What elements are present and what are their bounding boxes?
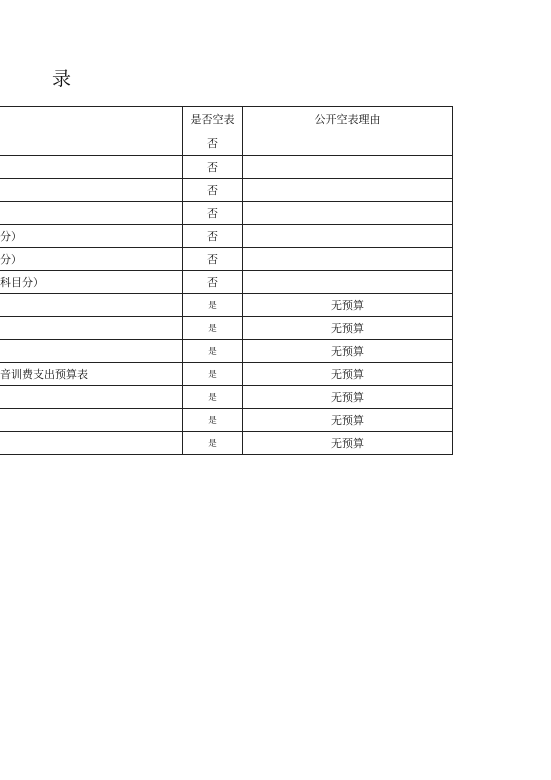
table-row	[0, 431, 452, 454]
row-name: 分）	[0, 225, 183, 247]
row-name	[0, 202, 183, 224]
table-row	[0, 247, 452, 270]
row-is-empty: 否	[183, 131, 243, 155]
row-is-empty: 是	[183, 340, 243, 362]
row-reason	[243, 179, 452, 201]
table-header-row	[0, 107, 452, 131]
table-row	[0, 316, 452, 339]
row-name	[0, 294, 183, 316]
header-name	[0, 107, 183, 131]
table-row	[0, 362, 452, 385]
table-row	[0, 155, 452, 178]
row-name	[0, 432, 183, 454]
row-reason: 无预算	[331, 391, 364, 404]
row-is-empty: 否	[183, 179, 243, 201]
row-name: 科目分）	[0, 271, 183, 293]
row-reason: 无预算	[331, 368, 364, 381]
row-reason: 无预算	[331, 322, 364, 335]
table-row	[0, 178, 452, 201]
table-row	[0, 270, 452, 293]
disclosure-table	[0, 106, 453, 455]
row-name	[0, 179, 183, 201]
row-is-empty: 否	[183, 225, 243, 247]
row-name	[0, 317, 183, 339]
table-row	[0, 385, 452, 408]
table-row	[0, 131, 452, 155]
page-title: 录	[52, 68, 72, 90]
row-name	[0, 156, 183, 178]
table-row	[0, 201, 452, 224]
row-reason	[243, 131, 452, 155]
table-row	[0, 339, 452, 362]
table-row	[0, 408, 452, 431]
row-reason	[243, 248, 452, 270]
row-is-empty: 是	[183, 317, 243, 339]
row-reason: 无预算	[331, 414, 364, 427]
row-name	[0, 340, 183, 362]
row-is-empty: 否	[183, 271, 243, 293]
row-name	[0, 386, 183, 408]
row-reason: 无预算	[331, 345, 364, 358]
row-is-empty: 否	[183, 248, 243, 270]
row-is-empty: 是	[183, 294, 243, 316]
row-name	[0, 131, 183, 155]
row-is-empty: 是	[183, 363, 243, 385]
row-reason	[243, 156, 452, 178]
row-is-empty: 否	[183, 202, 243, 224]
row-reason	[243, 225, 452, 247]
row-name: 分）	[0, 248, 183, 270]
table-row	[0, 293, 452, 316]
row-name	[0, 409, 183, 431]
row-reason: 无预算	[331, 299, 364, 312]
header-reason: 公开空表理由	[314, 113, 381, 126]
row-reason	[243, 202, 452, 224]
row-reason	[243, 271, 452, 293]
row-is-empty: 否	[183, 156, 243, 178]
row-is-empty: 是	[183, 386, 243, 408]
table-row	[0, 224, 452, 247]
row-is-empty: 是	[183, 409, 243, 431]
row-name: 音训费支出预算表	[0, 363, 183, 385]
row-is-empty: 是	[183, 432, 243, 454]
row-reason: 无预算	[331, 437, 364, 450]
header-is-empty: 是否空表	[183, 107, 243, 131]
